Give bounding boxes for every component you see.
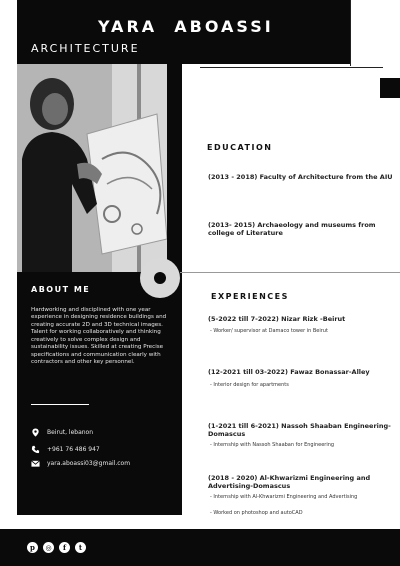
facebook-icon[interactable] bbox=[59, 542, 70, 553]
about-text: Hardworking and disciplined with one year experience in designing residence buildings and creating accurate 2D and 3D technical images. Talent for working collaboratively and thinking creatively to solve complex design and sustainability issues. Skilled at creating Precise specifications and communication clearly with contractors and other key personnel. bbox=[31, 307, 167, 366]
phone-text: +961 76 486 947 bbox=[47, 446, 100, 453]
instagram-icon[interactable] bbox=[43, 542, 54, 553]
contact-phone[interactable] bbox=[31, 445, 181, 455]
experience-title: (2018 - 2020) Al-Khwarizmi Engineering and Advertising-Domascus bbox=[208, 474, 371, 491]
section-divider bbox=[180, 272, 400, 273]
experience-title: (5-2022 till 7-2022) Nizar Rizk -Beirut bbox=[208, 315, 346, 323]
experiences-heading: EXPERIENCES bbox=[211, 292, 289, 301]
education-item: (2013- 2015) Archaeology and museums from college of Literature bbox=[208, 221, 376, 238]
education-heading: EDUCATION bbox=[207, 143, 273, 152]
pinterest-icon[interactable] bbox=[27, 542, 38, 553]
person-name: YARA ABOASSI bbox=[98, 17, 274, 36]
about-heading: ABOUT ME bbox=[31, 285, 91, 294]
location-pin-icon bbox=[31, 428, 40, 437]
profession-title: ARCHITECTURE bbox=[31, 42, 140, 55]
phone-icon bbox=[31, 445, 40, 454]
contact-email[interactable] bbox=[31, 459, 181, 469]
profile-photo bbox=[17, 64, 167, 272]
email-icon bbox=[31, 459, 40, 468]
contact-location bbox=[31, 428, 181, 438]
twitter-glyph: t bbox=[78, 543, 83, 552]
experience-bullet: - Worked on photoshop and autoCAD bbox=[210, 510, 303, 516]
experience-bullet: - Internship with Al-Khwarizmi Engineering and Advertising bbox=[210, 494, 358, 500]
divider-vertical bbox=[350, 0, 351, 66]
twitter-icon[interactable] bbox=[75, 542, 86, 553]
experience-title: (12-2021 till 03-2022) Fawaz Bonassar-Alley bbox=[208, 368, 370, 376]
divider-horizontal bbox=[200, 67, 383, 68]
about-divider bbox=[31, 404, 89, 405]
experience-bullet: - Interior design for apartments bbox=[210, 382, 289, 388]
education-item: (2013 - 2018) Faculty of Architecture from the AIU bbox=[208, 173, 393, 181]
decorative-dot bbox=[154, 272, 166, 284]
accent-block bbox=[380, 78, 400, 98]
facebook-glyph: f bbox=[62, 543, 66, 552]
experience-bullet: - Internship with Nassoh Shaaban for Engineering bbox=[210, 442, 335, 448]
experience-title: (1-2021 till 6-2021) Nassoh Shaaban Engineering-Domascus bbox=[208, 422, 391, 439]
instagram-glyph: ◎ bbox=[45, 543, 52, 552]
experience-bullet: - Worker/ supervisor at Damaco tower in Beirut bbox=[210, 328, 328, 334]
email-text: yara.aboassi03@gmail.com bbox=[47, 460, 131, 467]
pinterest-glyph: p bbox=[30, 543, 35, 552]
location-text: Beirut, lebanon bbox=[47, 429, 94, 436]
